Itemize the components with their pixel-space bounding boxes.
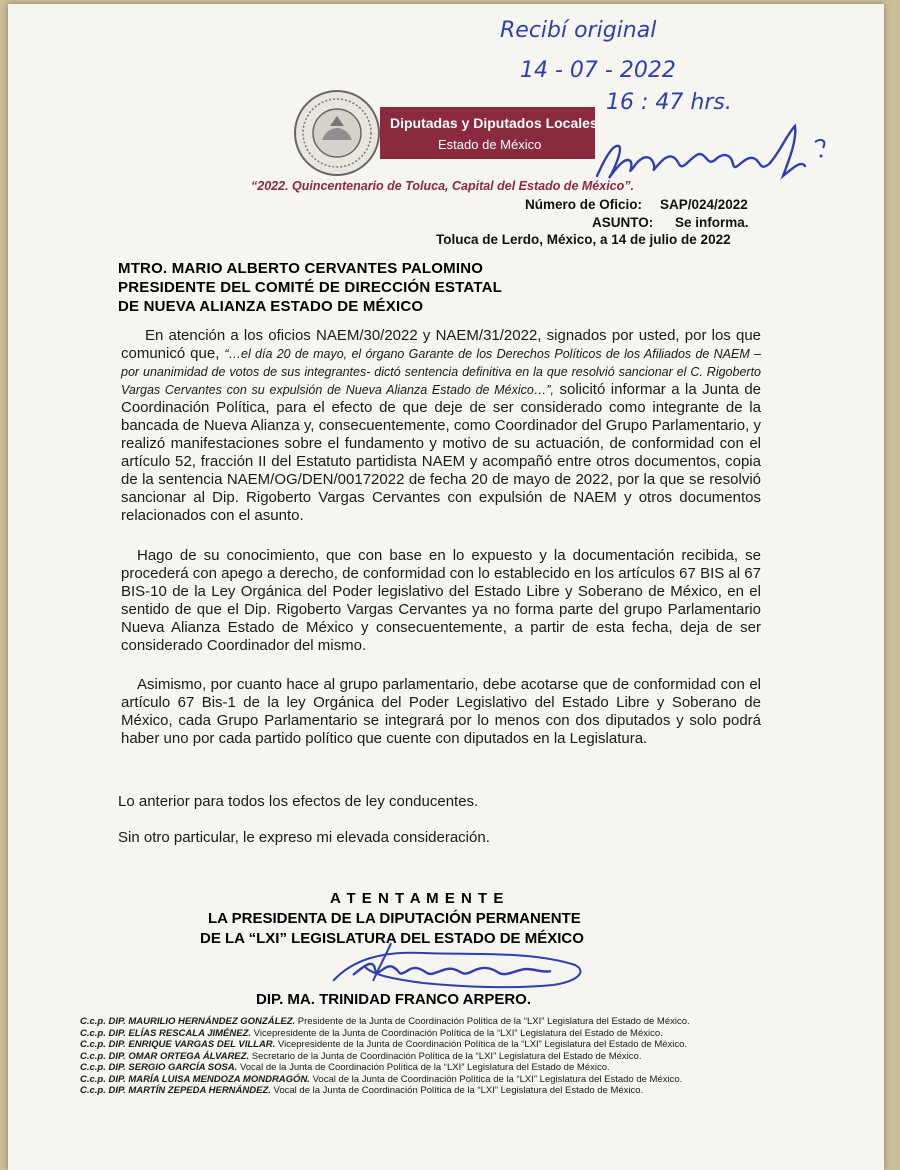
ccp-line	[80, 1074, 690, 1086]
closing-atentamente: A T E N T A M E N T E	[330, 890, 505, 907]
paragraph-1-intro: En atención a los oficios NAEM/30/2022 y NAEM/31/2022, signados por usted, por los que comunicó que,	[121, 327, 761, 362]
state-seal-logo	[292, 88, 382, 178]
ccp-name: C.c.p. DIP. ELÍAS RESCALA JIMÉNEZ.	[80, 1027, 252, 1039]
handwritten-receipt-time: 16 : 47 hrs.	[606, 90, 732, 115]
oficio-value: SAP/024/2022	[660, 197, 748, 212]
addressee-org: DE NUEVA ALIANZA ESTADO DE MÉXICO	[118, 298, 424, 315]
signer-role-line2: DE LA “LXI” LEGISLATURA DEL ESTADO DE MÉXICO	[200, 930, 584, 947]
addressee-name: MTRO. MARIO ALBERTO CERVANTES PALOMINO	[118, 260, 484, 277]
ccp-role: Vicepresidente de la Junta de Coordinación Política de la “LXI” Legislatura del Estado de México.	[275, 1039, 688, 1050]
ccp-line	[80, 1062, 690, 1074]
ccp-role: Vicepresidente de la Junta de Coordinación Política de la “LXI” Legislatura del Estado de México.	[251, 1027, 663, 1039]
asunto-value: Se informa.	[675, 215, 749, 230]
ccp-name: C.c.p. DIP. ENRIQUE VARGAS DEL VILLAR.	[80, 1039, 276, 1050]
handwritten-receipt-date: 14 - 07 - 2022	[520, 58, 676, 83]
ccp-role: Secretario de la Junta de Coordinación Política de la “LXI” Legislatura del Estado de México.	[249, 1050, 642, 1062]
paragraph-1-rest: solicitó informar a la Junta de Coordinación Política, para el efecto de que deje de ser considerado como integrante de la bancada de Nueva Alianza y, consecuentemente, como Coordinador del Grupo Parlamentario, y realizó manifestaciones sobre el fundamento y motivo de su actuación, de conformidad con el artículo 52, fracción II del Estatuto partidista NAEM y acompañó entre otros documentos, copia de la sentencia NAEM/OG/DEN/00172022 de fecha 20 de mayo de 2022, por la que se resolvió sancionar al Dip. Rigoberto Vargas Cervantes con expulsión de NAEM y otros documentos relacionados con el asunto.	[121, 381, 762, 524]
ccp-name: C.c.p. DIP. SERGIO GARCÍA SOSA.	[80, 1062, 238, 1073]
asunto-label: ASUNTO:	[592, 215, 654, 230]
ccp-role: Vocal de la Junta de Coordinación Política de la “LXI” Legislatura del Estado de México.	[270, 1085, 644, 1096]
signer-name: DIP. MA. TRINIDAD FRANCO ARPERO.	[256, 991, 532, 1008]
paragraph-1-quote: “…el día 20 de mayo, el órgano Garante de los Derechos Políticos de los Afiliados de NAEM –por unanimidad de votos de sus integrantes- dictó sentencia definitiva en la que resolvió sancionar el C. Rigoberto Vargas Cervantes con su expulsión de Nueva Alianza Estado de México…”,	[121, 347, 762, 397]
letterhead-subtitle: Estado de México	[438, 137, 542, 152]
ccp-line	[80, 1085, 690, 1097]
body-paragraph-5: Sin otro particular, le expreso mi elevada consideración.	[118, 829, 490, 846]
ccp-line	[80, 1051, 690, 1063]
ccp-line	[80, 1016, 690, 1028]
addressee-title: PRESIDENTE DEL COMITÉ DE DIRECCIÓN ESTATAL	[118, 279, 502, 296]
signer-role-line1: LA PRESIDENTA DE LA DIPUTACIÓN PERMANENTE	[208, 910, 581, 927]
handwritten-receipt-line1: Recibí original	[500, 18, 657, 43]
oficio-label: Número de Oficio:	[525, 197, 643, 212]
body-paragraph-1	[121, 327, 761, 525]
place-date: Toluca de Lerdo, México, a 14 de julio de 2022	[436, 232, 731, 247]
ccp-name: C.c.p. DIP. MARTÍN ZEPEDA HERNÁNDEZ.	[80, 1085, 271, 1096]
ccp-line	[80, 1039, 690, 1051]
body-paragraph-4: Lo anterior para todos los efectos de ley conducentes.	[118, 793, 479, 810]
ccp-name: C.c.p. DIP. MARÍA LUISA MENDOZA MONDRAGÓN.	[80, 1073, 310, 1085]
letterhead-title: Diputadas y Diputados Locales	[390, 115, 598, 131]
ccp-line	[80, 1028, 690, 1040]
carbon-copy-list	[80, 1016, 690, 1097]
ccp-name: C.c.p. DIP. MAURILIO HERNÁNDEZ GONZÁLEZ.	[80, 1016, 296, 1027]
ccp-role: Vocal de la Junta de Coordinación Política de la “LXI” Legislatura del Estado de México.	[237, 1062, 610, 1073]
ccp-role: Vocal de la Junta de Coordinación Política de la “LXI” Legislatura del Estado de México.	[309, 1073, 683, 1085]
ccp-role: Presidente de la Junta de Coordinación Política de la “LXI” Legislatura del Estado de México.	[295, 1016, 690, 1027]
body-paragraph-2: Hago de su conocimiento, que con base en lo expuesto y la documentación recibida, se procederá con apego a derecho, de conformidad con lo establecido en los artículos 67 BIS al 67 BIS-10 de la Ley Orgánica del Poder legislativo del Estado Libre y Soberano de México, en el sentido de que el Dip. Rigoberto Vargas Cervantes ya no forma parte del grupo Parlamentario Nueva Alianza Estado de México y consecuentemente, a partir de esta fecha, deja de ser considerado Coordinador del mismo.	[121, 547, 761, 654]
letterhead-banner	[380, 107, 598, 159]
document-page	[8, 4, 884, 1170]
ccp-name: C.c.p. DIP. OMAR ORTEGA ÁLVAREZ.	[80, 1050, 250, 1062]
letterhead-motto: “2022. Quincentenario de Toluca, Capital del Estado de México”.	[251, 179, 634, 193]
body-paragraph-3: Asimismo, por cuanto hace al grupo parlamentario, debe acotarse que de conformidad con el artículo 67 Bis-1 de la ley Orgánica del Poder Legislativo del Estado Libre y Soberano de México, cada Grupo Parlamentario se integrará por lo menos con dos diputados y solo podrá haber uno por cada partido político que cuente con diputados en la Legislatura.	[121, 676, 761, 747]
